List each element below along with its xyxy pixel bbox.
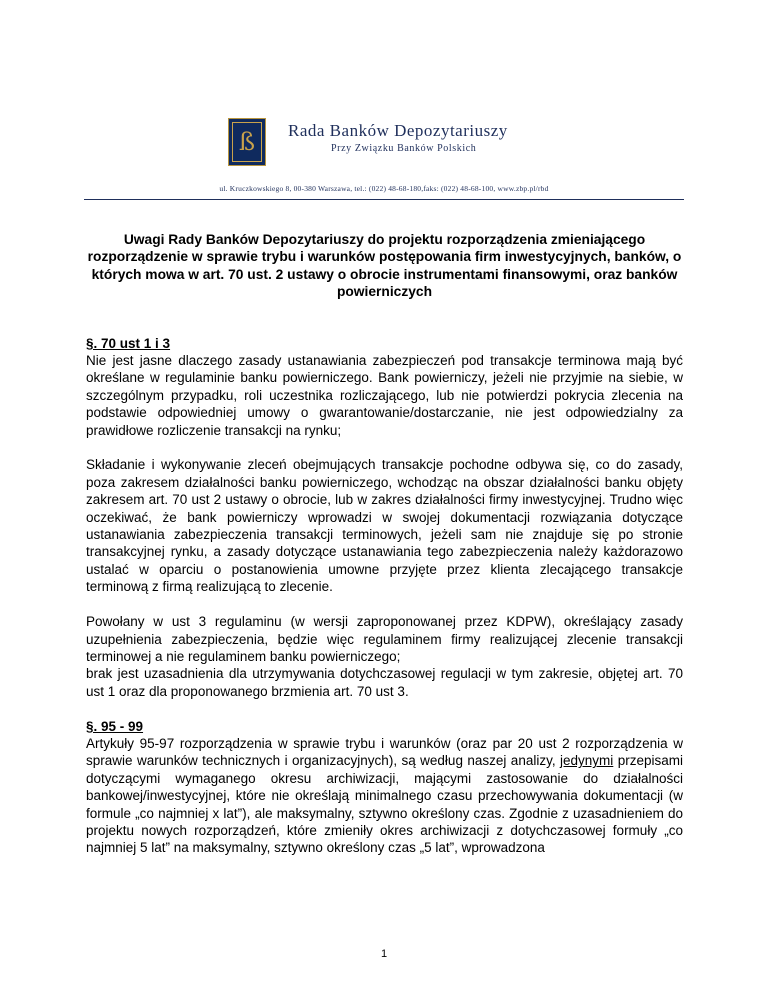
paragraph: Składanie i wykonywanie zleceń obejmujących transakcje pochodne odbywa się, co do zasady, poza zakresem działalności banku powierniczego, wchodząc na obszar działalności banku objęty zakresem art. 70 ust 2 ustawy o obrocie, lub w zakres działalności firmy inwestycyjnej. Trudno więc oczekiwać, że bank powierniczy wprowadzi w swojej dokumentacji rozwiązania dotyczące ustanawiania zabezpieczenia transakcji terminowych, jeżeli sam nie znajduje się po stronie transakcyjnej rynku, a zasady dotyczące ustanawiania tego zabezpieczenia należy każdorazowo ustalać w oparciu o postanowienia umowne przyjęte przez klienta zlecającego transakcje terminową z firmą realizującą to zlecenie. [86, 457, 683, 595]
document-body [86, 231, 683, 874]
paragraph-text: przepisami dotyczącymi wymaganego okresu archiwizacji, mającymi zastosowanie do działalności bankowej/inwestycyjnej, które nie określają minimalnego czasu przechowywania dokumentacji (w formule „co najmniej x lat”), ale maksymalny, sztywno określony czas. Zgodnie z uzasadnieniem do projektu nowych rozporządzeń, które zmieniły okres archiwizacji z dotychczasowej formuły „co najmniej 5 lat” na maksymalny, sztywno określony czas „5 lat”, wprowadzona [86, 753, 683, 856]
letterhead-divider [84, 199, 684, 200]
paragraph [86, 735, 683, 857]
logo-monogram-icon [236, 126, 258, 158]
letterhead [0, 0, 768, 210]
section-heading-70: §. 70 ust 1 i 3 [86, 335, 171, 351]
paragraph: Nie jest jasne dlaczego zasady ustanawiania zabezpieczeń pod transakcje terminowa mają być określane w regulaminie banku powierniczego. Bank powierniczy, jeżeli nie przyjmie na siebie, w szczególnym przypadku, roli uczestnika rozliczającego, lub nie potwierdzi pokrycia zlecenia na podstawie odpowiedniej umowy o gwarantowanie/dostarczanie, nie jest odpowiedzialny za prawidłowe rozliczenie transakcji na rynku; [86, 353, 683, 438]
section-heading-95-99: §. 95 - 99 [86, 718, 144, 734]
underlined-word: jedynymi [560, 753, 614, 769]
paragraph: brak jest uzasadnienia dla utrzymywania dotychczasowej regulacji w tym zakresie, objętej art. 70 ust 1 oraz dla proponowanego brzmienia art. 70 ust 3. [86, 666, 683, 699]
svg-text:ß: ß [238, 128, 256, 156]
organization-subtitle: Przy Związku Banków Polskich [331, 143, 477, 154]
paragraph: Powołany w ust 3 regulaminu (w wersji zaproponowanej przez KDPW), określający zasady uzupełnienia zabezpieczenia, będzie więc regulaminem firmy realizującej zlecenie transakcji terminowej a nie regulaminem banku powierniczego; [86, 614, 683, 664]
organization-name: Rada Banków Depozytariuszy [288, 121, 508, 140]
paragraph-text: Artykuły 95-97 rozporządzenia w sprawie trybu i warunków (oraz par 20 ust 2 rozporządzenia w sprawie warunków technicznych i organizacyjnych), są według naszej analizy, [86, 735, 683, 769]
document-title: Uwagi Rady Banków Depozytariuszy do projektu rozporządzenia zmieniającego rozporządzenie w sprawie trybu i warunków postępowania firm inwestycyjnych, banków, o których mowa w art. 70 ust. 2 ustawy o obrocie instrumentami finansowymi, oraz banków powierniczych [87, 232, 682, 300]
logo-frame [232, 122, 262, 162]
organization-logo [228, 118, 266, 166]
page-number: 1 [380, 948, 388, 960]
organization-address: ul. Kruczkowskiego 8, 00-380 Warszawa, tel.: (022) 48-68-180,faks: (022) 48-68-100, www.zbp.pl/rbd [219, 184, 549, 193]
